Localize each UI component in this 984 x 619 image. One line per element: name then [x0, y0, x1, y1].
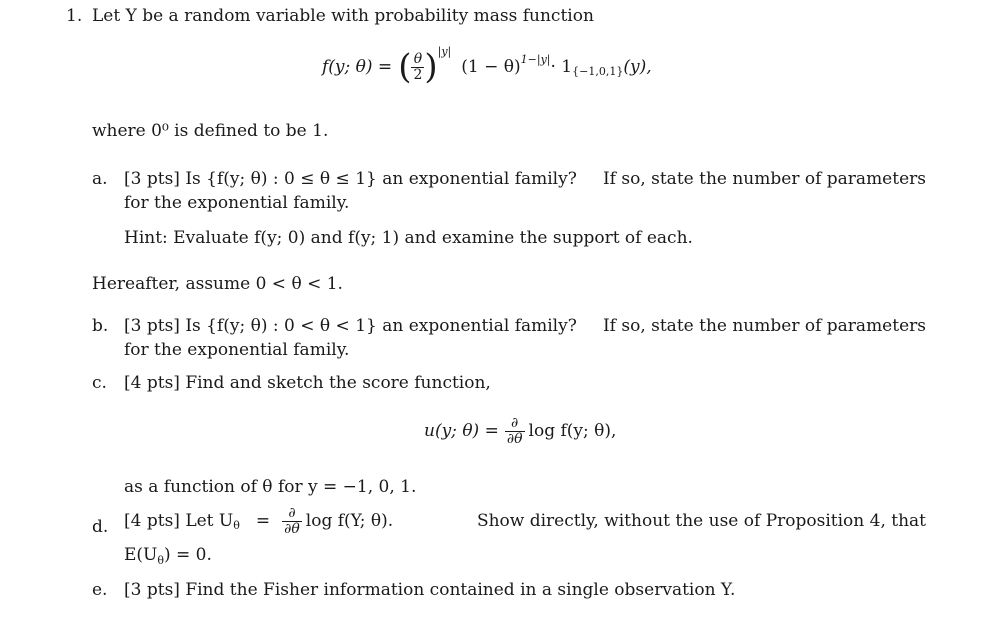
part-e-label: e. — [92, 580, 108, 600]
part-c-after: as a function of θ for y = −1, 0, 1. — [124, 477, 417, 497]
part-d-post-left: log f(Y; θ). — [305, 511, 394, 532]
part-a-line2: for the exponential family. — [124, 193, 350, 213]
part-e-text: [3 pts] Find the Fisher information contained in a single observation Y. — [124, 580, 736, 600]
part-b-line1-left: [3 pts] Is {f(y; θ) : 0 < θ < 1} an exponential family? — [124, 316, 577, 336]
part-d-line2-end: ) = 0. — [164, 545, 212, 565]
pmf-tail: (y), — [623, 57, 652, 77]
part-a-hint: Hint: Evaluate f(y; 0) and f(y; 1) and examine the support of each. — [124, 228, 693, 248]
score-num: ∂ — [511, 415, 519, 431]
pmf-lhs: f(y; θ) = — [322, 57, 393, 77]
convention-note: where 0⁰ is defined to be 1. — [92, 121, 329, 141]
part-d-line1 — [124, 506, 926, 536]
problem-intro: Let Y be a random variable with probability mass function — [92, 6, 594, 26]
part-b-line1-right: If so, state the number of parameters — [602, 316, 926, 336]
part-d-line2-sub: θ — [157, 554, 164, 567]
part-d-post-right: Show directly, without the use of Proposition 4, that — [476, 511, 926, 532]
part-d-num: ∂ — [288, 505, 296, 521]
pmf-factor: (1 − θ) — [461, 57, 521, 77]
pmf-fraction-num: θ — [413, 50, 423, 67]
pmf-exponent-1: |y| — [437, 44, 452, 58]
part-d-pre-sub: θ — [233, 518, 240, 532]
pmf-fraction-den: 2 — [413, 66, 423, 83]
part-b-line1 — [124, 316, 926, 336]
score-den: ∂θ — [506, 430, 523, 447]
score-derivative — [505, 416, 525, 446]
pmf-indicator: · 1 — [550, 57, 573, 77]
score-equation — [424, 416, 616, 446]
part-d-eq: = — [255, 511, 271, 532]
pmf-indicator-sub: {−1,0,1} — [572, 64, 624, 78]
pmf-fraction — [411, 52, 424, 82]
pmf-equation — [322, 44, 652, 87]
part-d-line2-start: E(U — [124, 545, 158, 565]
part-d-label: d. — [92, 517, 109, 537]
part-a-line1-right: If so, state the number of parameters — [602, 169, 926, 189]
part-d-derivative — [282, 506, 302, 536]
part-b-label: b. — [92, 316, 109, 336]
pmf-exponent-2: 1−|y| — [520, 52, 551, 66]
left-paren-icon: ( — [398, 47, 412, 87]
part-d-den: ∂θ — [284, 520, 300, 537]
part-a-line1-left: [3 pts] Is {f(y; θ) : 0 ≤ θ ≤ 1} an exponential family? — [124, 169, 577, 189]
part-c-label: c. — [92, 373, 107, 393]
part-b-line2: for the exponential family. — [124, 340, 350, 360]
part-d-pre: [4 pts] Let U — [124, 511, 234, 532]
score-rhs: log f(y; θ), — [528, 421, 617, 442]
score-lhs: u(y; θ) = — [424, 421, 499, 442]
hereafter-note: Hereafter, assume 0 < θ < 1. — [92, 274, 343, 294]
part-a-label: a. — [92, 169, 108, 189]
part-c-line1: [4 pts] Find and sketch the score function, — [124, 373, 491, 393]
problem-number: 1. — [66, 6, 83, 26]
part-d-line2 — [124, 545, 212, 565]
part-a-line1 — [124, 169, 926, 189]
right-paren-icon: ) — [424, 47, 438, 87]
